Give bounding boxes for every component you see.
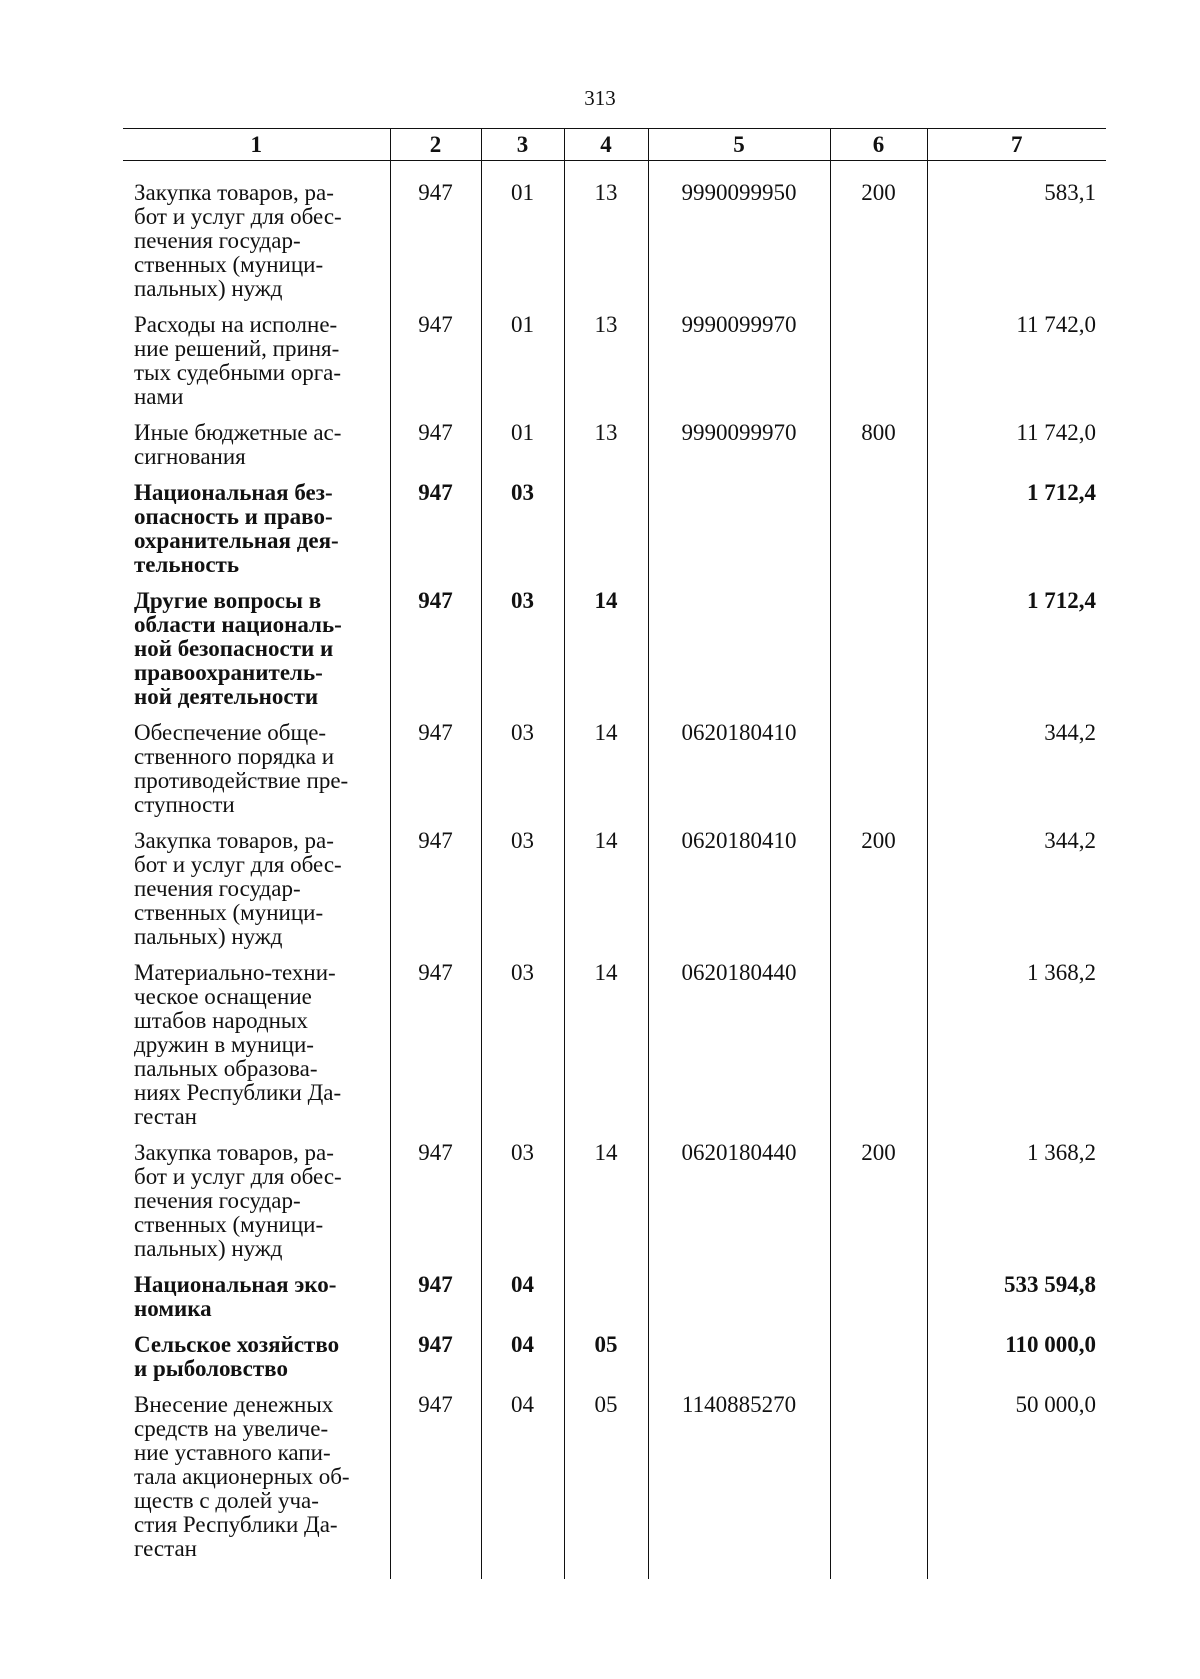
row-name: Обеспечение обще- ственного порядка и противодействие пре- ступности [134, 720, 349, 817]
row-col-5 [648, 577, 830, 709]
row-col-6: 800 [830, 409, 927, 469]
row-col-6 [830, 1321, 927, 1381]
row-amount: 1 368,2 [927, 949, 1106, 1129]
table-body [123, 161, 1106, 1580]
header-col-7: 7 [927, 129, 1106, 161]
row-col-3: 03 [481, 577, 564, 709]
row-col-6 [830, 577, 927, 709]
row-col-4: 13 [564, 409, 648, 469]
row-col-6: 200 [830, 1129, 927, 1261]
row-col-4 [564, 469, 648, 577]
budget-table [123, 128, 1106, 1579]
row-col-5: 0620180410 [648, 709, 830, 817]
row-col-4: 05 [564, 1321, 648, 1381]
row-col-2: 947 [390, 161, 481, 302]
table-row [123, 817, 1106, 949]
row-col-3: 04 [481, 1321, 564, 1381]
row-amount: 1 712,4 [927, 469, 1106, 577]
row-col-6 [830, 709, 927, 817]
row-col-2: 947 [390, 1321, 481, 1381]
table-row [123, 709, 1106, 817]
row-col-3: 01 [481, 301, 564, 409]
row-col-5: 9990099970 [648, 409, 830, 469]
row-col-2: 947 [390, 577, 481, 709]
row-col-2: 947 [390, 817, 481, 949]
row-col-3: 01 [481, 161, 564, 302]
header-col-4: 4 [564, 129, 648, 161]
row-name: Материально-техни- ческое оснащение штабов народных дружин в муници- пальных образова- ниях Республики Да- гестан [134, 960, 342, 1129]
table-row [123, 469, 1106, 577]
header-col-3: 3 [481, 129, 564, 161]
row-col-5 [648, 1261, 830, 1321]
row-col-4: 14 [564, 1129, 648, 1261]
row-col-2: 947 [390, 1381, 481, 1579]
row-col-3: 01 [481, 409, 564, 469]
row-col-4: 14 [564, 577, 648, 709]
row-amount: 11 742,0 [927, 301, 1106, 409]
row-col-2: 947 [390, 469, 481, 577]
table-row [123, 409, 1106, 469]
row-col-2: 947 [390, 1129, 481, 1261]
row-col-3: 04 [481, 1261, 564, 1321]
row-col-4: 14 [564, 949, 648, 1129]
table-row [123, 1129, 1106, 1261]
row-col-3: 03 [481, 709, 564, 817]
row-col-4 [564, 1261, 648, 1321]
row-col-4: 05 [564, 1381, 648, 1579]
row-col-3: 04 [481, 1381, 564, 1579]
row-col-2: 947 [390, 301, 481, 409]
row-name: Внесение денежных средств на увеличе- ние уставного капи- тала акционерных об- ществ с долей уча- стия Республики Да- гестан [134, 1392, 350, 1561]
row-col-6: 200 [830, 817, 927, 949]
row-col-6: 200 [830, 161, 927, 302]
row-name: Закупка товаров, ра- бот и услуг для обес- печения государ- ственных (муници- пальных) нужд [134, 828, 342, 949]
table-row [123, 1381, 1106, 1579]
row-col-2: 947 [390, 709, 481, 817]
row-col-5 [648, 1321, 830, 1381]
table-row [123, 577, 1106, 709]
table-row [123, 949, 1106, 1129]
row-col-2: 947 [390, 1261, 481, 1321]
row-col-2: 947 [390, 409, 481, 469]
row-name: Иные бюджетные ас- сигнования [134, 420, 342, 469]
row-col-4: 14 [564, 817, 648, 949]
table-row [123, 301, 1106, 409]
row-col-5: 9990099950 [648, 161, 830, 302]
row-col-5 [648, 469, 830, 577]
row-name: Закупка товаров, ра- бот и услуг для обес- печения государ- ственных (муници- пальных) нужд [134, 180, 342, 301]
table-row [123, 161, 1106, 302]
row-col-3: 03 [481, 949, 564, 1129]
row-amount: 110 000,0 [927, 1321, 1106, 1381]
row-name: Другие вопросы в области националь- ной безопасности и правоохранитель- ной деятельности [134, 588, 342, 709]
row-name: Сельское хозяйство и рыболовство [134, 1332, 340, 1381]
page-number: 313 [584, 86, 616, 110]
header-col-6: 6 [830, 129, 927, 161]
row-amount: 344,2 [927, 817, 1106, 949]
row-amount: 11 742,0 [927, 409, 1106, 469]
row-amount: 583,1 [927, 161, 1106, 302]
row-col-4: 14 [564, 709, 648, 817]
row-col-3: 03 [481, 1129, 564, 1261]
header-col-5: 5 [648, 129, 830, 161]
row-col-4: 13 [564, 161, 648, 302]
table-row [123, 1261, 1106, 1321]
header-col-2: 2 [390, 129, 481, 161]
row-col-5: 0620180440 [648, 1129, 830, 1261]
header-col-1: 1 [123, 129, 390, 161]
row-name: Закупка товаров, ра- бот и услуг для обес- печения государ- ственных (муници- пальных) нужд [134, 1140, 342, 1261]
row-col-3: 03 [481, 817, 564, 949]
table-row [123, 1321, 1106, 1381]
row-col-4: 13 [564, 301, 648, 409]
row-name: Национальная без- опасность и право- охранительная дея- тельность [134, 480, 339, 577]
row-col-3: 03 [481, 469, 564, 577]
row-col-6 [830, 301, 927, 409]
row-amount: 533 594,8 [927, 1261, 1106, 1321]
row-amount: 1 368,2 [927, 1129, 1106, 1261]
header-row [123, 129, 1106, 161]
row-name: Национальная эко- номика [134, 1272, 337, 1321]
row-col-6 [830, 949, 927, 1129]
row-amount: 1 712,4 [927, 577, 1106, 709]
row-col-6 [830, 469, 927, 577]
row-col-5: 0620180410 [648, 817, 830, 949]
row-col-5: 1140885270 [648, 1381, 830, 1579]
row-name: Расходы на исполне- ние решений, приня- тых судебными орга- нами [134, 312, 341, 409]
row-amount: 50 000,0 [927, 1381, 1106, 1579]
row-col-6 [830, 1381, 927, 1579]
row-col-5: 0620180440 [648, 949, 830, 1129]
row-amount: 344,2 [927, 709, 1106, 817]
row-col-5: 9990099970 [648, 301, 830, 409]
row-col-6 [830, 1261, 927, 1321]
row-col-2: 947 [390, 949, 481, 1129]
